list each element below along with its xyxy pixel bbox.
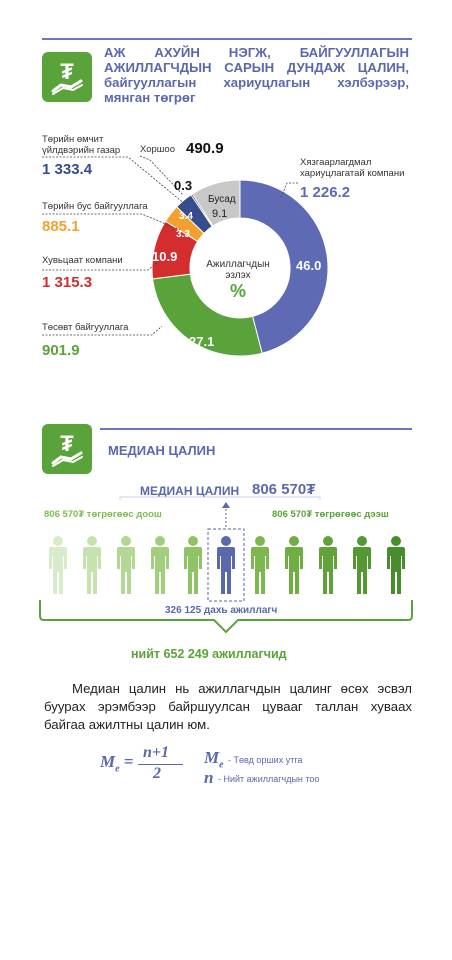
svg-text:₮: ₮ <box>60 59 74 84</box>
median-title: МЕДИАН ЦАЛИН <box>140 484 240 498</box>
person-icon <box>353 536 371 594</box>
median-value: 806 570₮ <box>252 481 316 498</box>
median-section-title: МЕДИАН ЦАЛИН <box>108 443 216 458</box>
median-worker-number: 326 125 дахь ажиллагч <box>165 605 278 616</box>
median-person-icon <box>217 536 235 594</box>
person-icon <box>251 536 269 594</box>
person-icon <box>285 536 303 594</box>
formula-me: $M_e$ = <box>100 752 134 775</box>
slice-label-soe: 3.4 <box>179 211 193 222</box>
soe-value: 1 333.4 <box>42 161 93 178</box>
coop-value: 490.9 <box>186 140 224 157</box>
legend-n: n <box>204 768 214 787</box>
jsc-name: Хувьцаат компани <box>42 255 123 266</box>
person-icon <box>151 536 169 594</box>
budget-name: Төсөвт байгууллага <box>42 322 129 333</box>
slice-label-budget: 27.1 <box>189 334 215 349</box>
legend-n-text: - Нийт ажиллагчдын тоо <box>218 774 320 784</box>
slice-label-jsc: 10.9 <box>152 249 178 264</box>
person-icon <box>83 536 101 594</box>
slice-label-other: 9.1 <box>212 208 228 220</box>
person-icon <box>387 536 405 594</box>
coop-name: Хоршоо <box>140 144 175 155</box>
jsc-value: 1 315.3 <box>42 274 93 291</box>
formula-denominator: 2 <box>153 765 161 782</box>
person-icon <box>117 536 135 594</box>
llc-name: Хязгаарлагдмал хариуцлагатай компани <box>300 157 405 179</box>
ngo-name: Төрийн бус байгууллага <box>42 201 148 212</box>
median-description: Медиан цалин нь ажиллагчдын цалинг өсөх эсвэл буурах эрэмбээр байршуулсан цувааг таллан хуваах байгаа ажилтны цалин юм. <box>44 681 412 732</box>
legend-me-text: - Төвд орших утга <box>228 755 303 765</box>
total-workers: нийт 652 249 ажиллагчид <box>131 647 287 661</box>
person-icon <box>49 536 67 594</box>
ngo-value: 885.1 <box>42 218 80 235</box>
slice-label-other-name: Бусад <box>208 194 236 205</box>
budget-value: 901.9 <box>42 342 80 359</box>
soe-name: Төрийн өмчит үйлдвэрийн газар <box>42 134 121 156</box>
llc-value: 1 226.2 <box>300 184 351 201</box>
person-icon <box>184 536 202 594</box>
donut-center-percent: % <box>229 281 246 301</box>
person-icon <box>319 536 337 594</box>
slice-label-ngo: 3.3 <box>176 229 190 240</box>
legend-me: $M_e$ <box>204 748 224 771</box>
donut-center-label: Ажиллагчдын эзлэх <box>206 259 270 281</box>
header-title: АЖ АХУЙН НЭГЖ, БАЙГУУЛЛАГЫН АЖИЛЛАГЧДЫН САРЫН ДУНДАЖ ЦАЛИН, байгууллагын хариуцлагын хэлбэрээр, мянган төгрөг <box>104 45 409 105</box>
formula-numerator: n+1 <box>143 744 170 761</box>
below-label: 806 570₮ төгрөгөөс доош <box>44 509 162 520</box>
slice-label-llc: 46.0 <box>296 258 322 273</box>
above-label: 806 570₮ төгрөгөөс дээш <box>272 509 389 520</box>
slice-label-coop: 0.3 <box>174 178 193 193</box>
svg-text:₮: ₮ <box>60 431 74 456</box>
